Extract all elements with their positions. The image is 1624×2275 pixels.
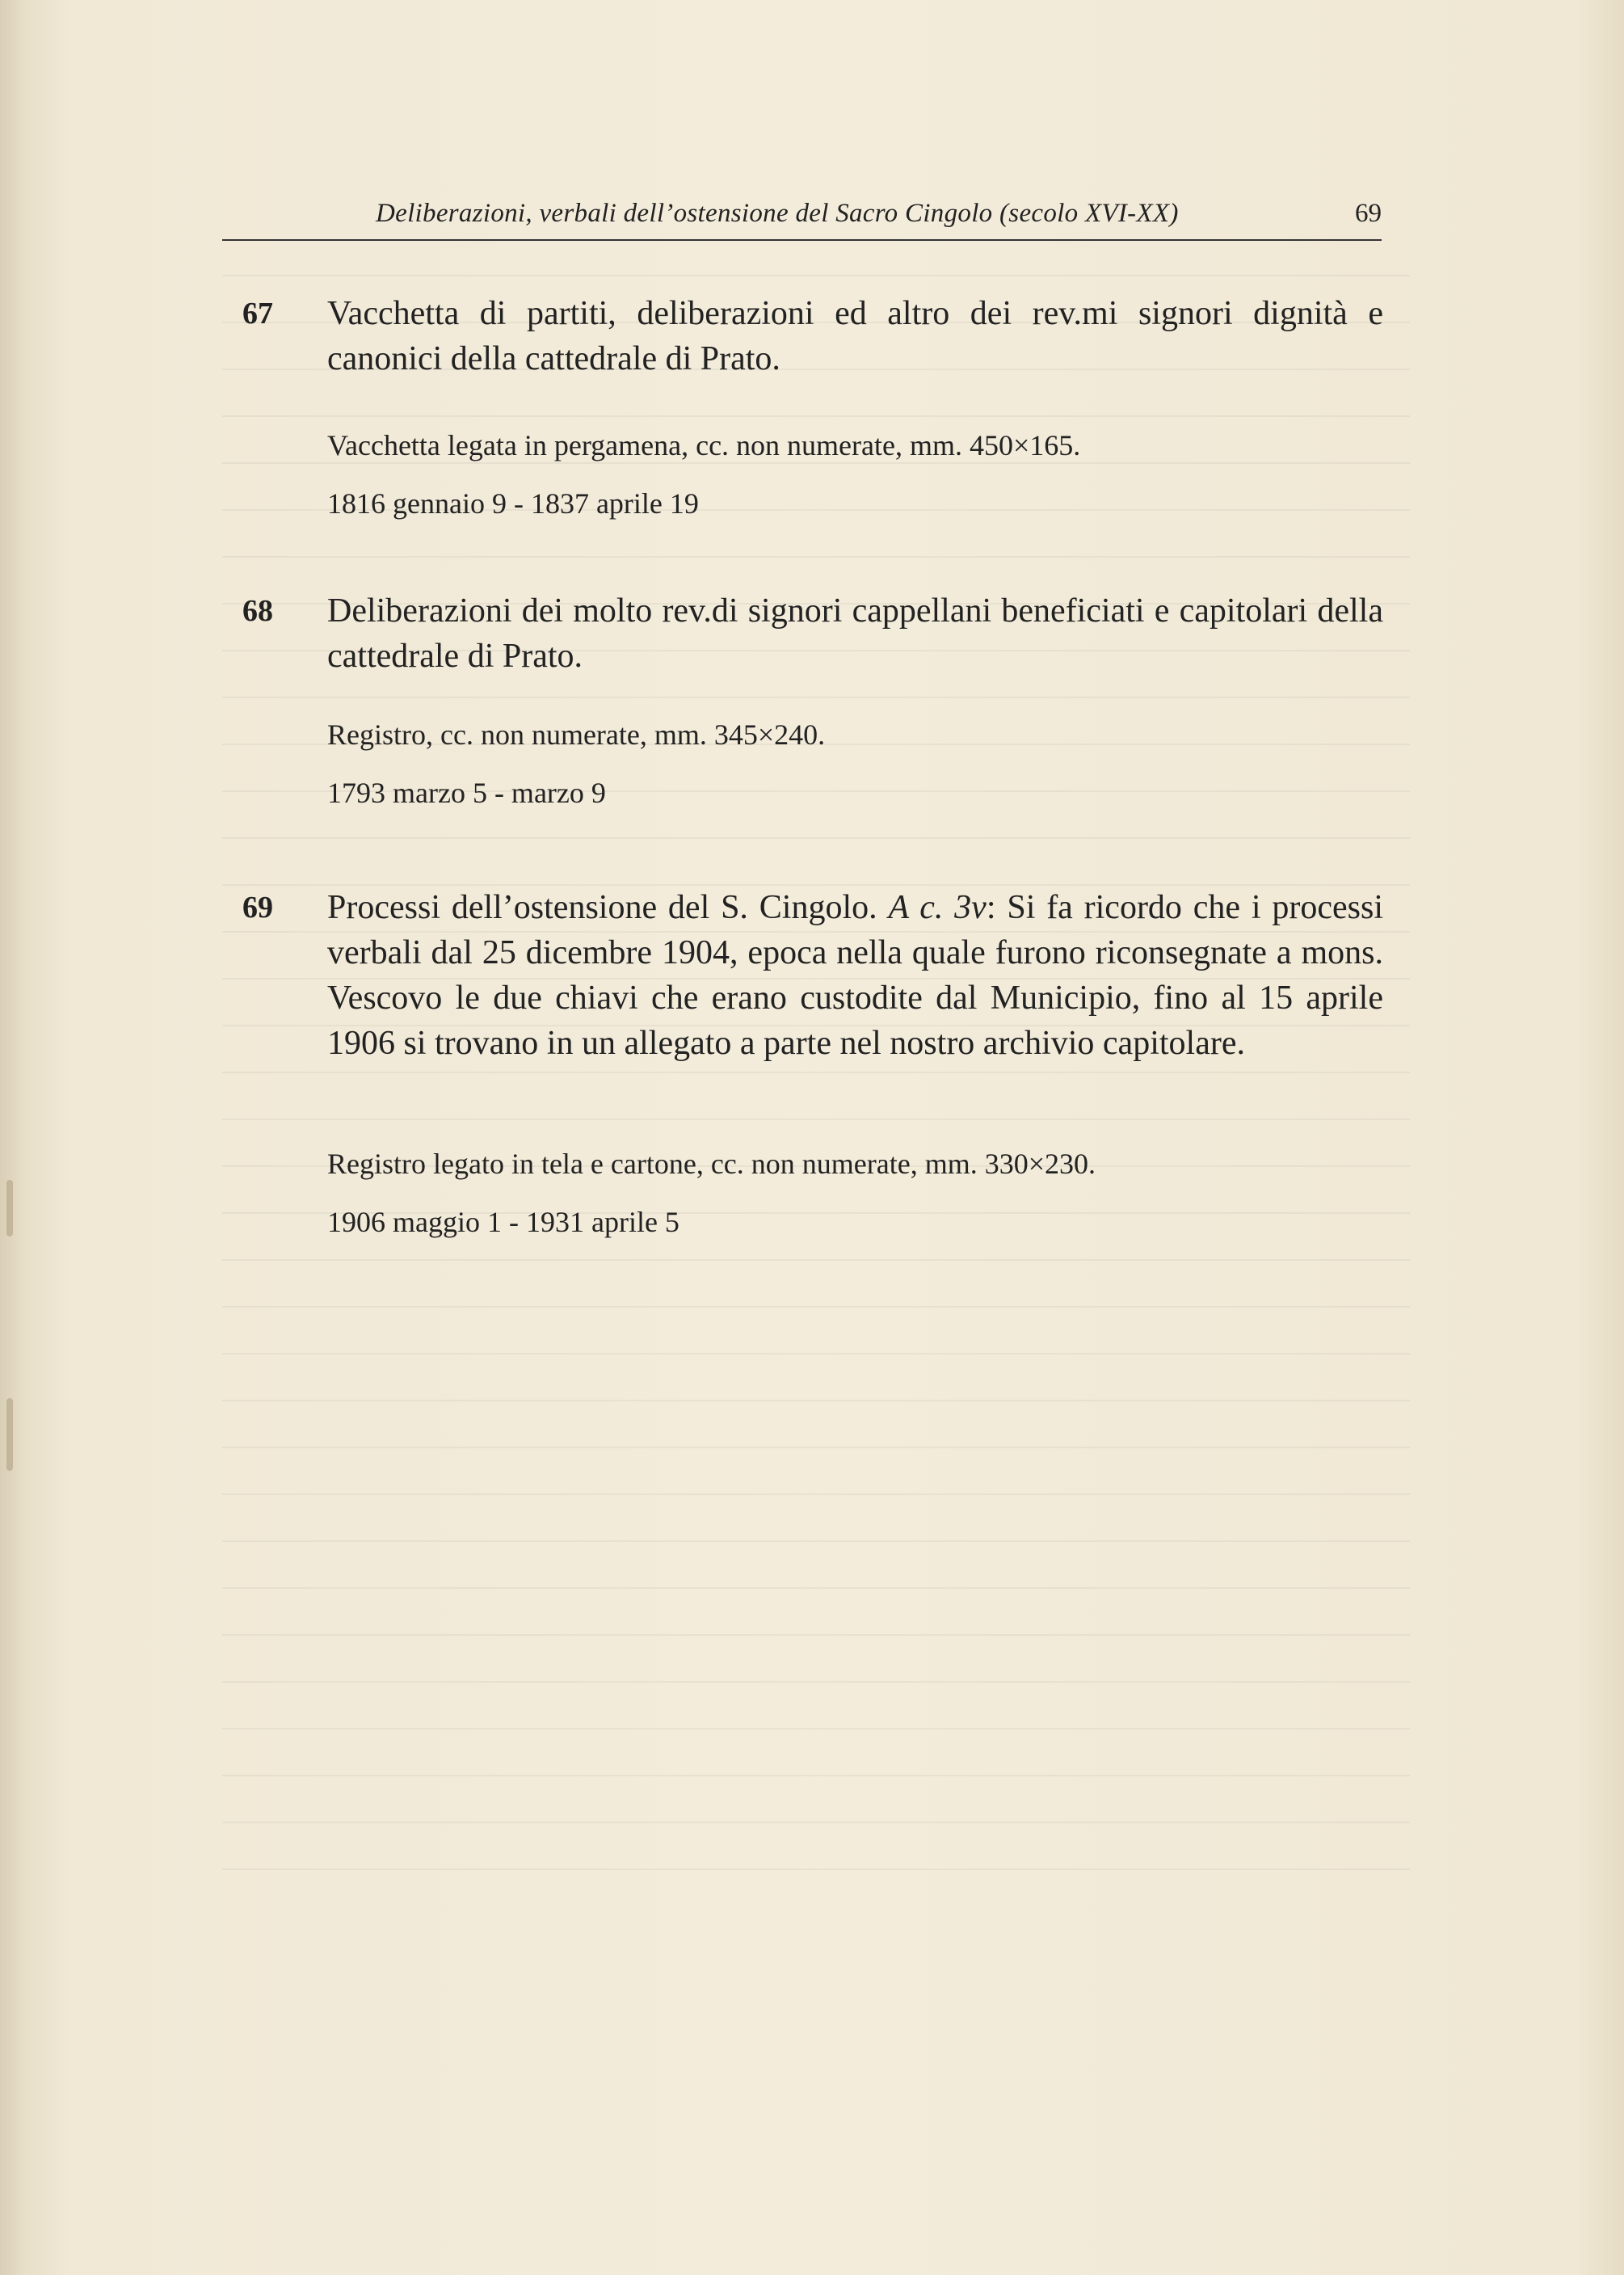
entry-dates: 1816 gennaio 9 - 1837 aprile 19 [327,487,699,520]
entry-number: 69 [242,891,273,925]
entry-number: 68 [242,594,273,628]
entry-dates: 1793 marzo 5 - marzo 9 [327,777,606,809]
edge-mark [6,1180,13,1237]
page-header [222,194,1382,241]
entry-title-lead: Processi dell’ostensione del S. Cingolo. [327,889,877,926]
folio-reference: A c. 3v [888,889,987,926]
entry-description: Registro legato in tela e cartone, cc. non numerate, mm. 330×230. [327,1148,1096,1180]
entry-title: Vacchetta di partiti, deliberazioni ed altro dei rev.mi signori dignità e canonici della cattedrale di Prato. [327,295,1383,377]
page-number: 69 [1355,199,1382,228]
running-title: Deliberazioni, verbali dell’ostensione del Sacro Cingolo (secolo XVI-XX) [376,199,1179,228]
entry-title [327,885,1383,1066]
entry-number: 67 [242,297,273,331]
entry-description: Vacchetta legata in pergamena, cc. non numerate, mm. 450×165. [327,429,1081,461]
edge-mark [6,1398,13,1471]
entry-title-rest: : Si fa ricordo che i processi verbali dal 25 dicembre 1904, epoca nella quale furono riconsegnate a mons. Vescovo le due chiavi che erano custodite dal Municipio, fino al 15 aprile 1906 si trovano in un allegato a parte nel nostro archivio capitolare. [327,889,1384,1062]
entry-dates: 1906 maggio 1 - 1931 aprile 5 [327,1206,679,1238]
entry-description: Registro, cc. non numerate, mm. 345×240. [327,718,826,751]
entry-title: Deliberazioni dei molto rev.di signori cappellani beneficiati e capitolari della cattedrale di Prato. [327,592,1383,675]
